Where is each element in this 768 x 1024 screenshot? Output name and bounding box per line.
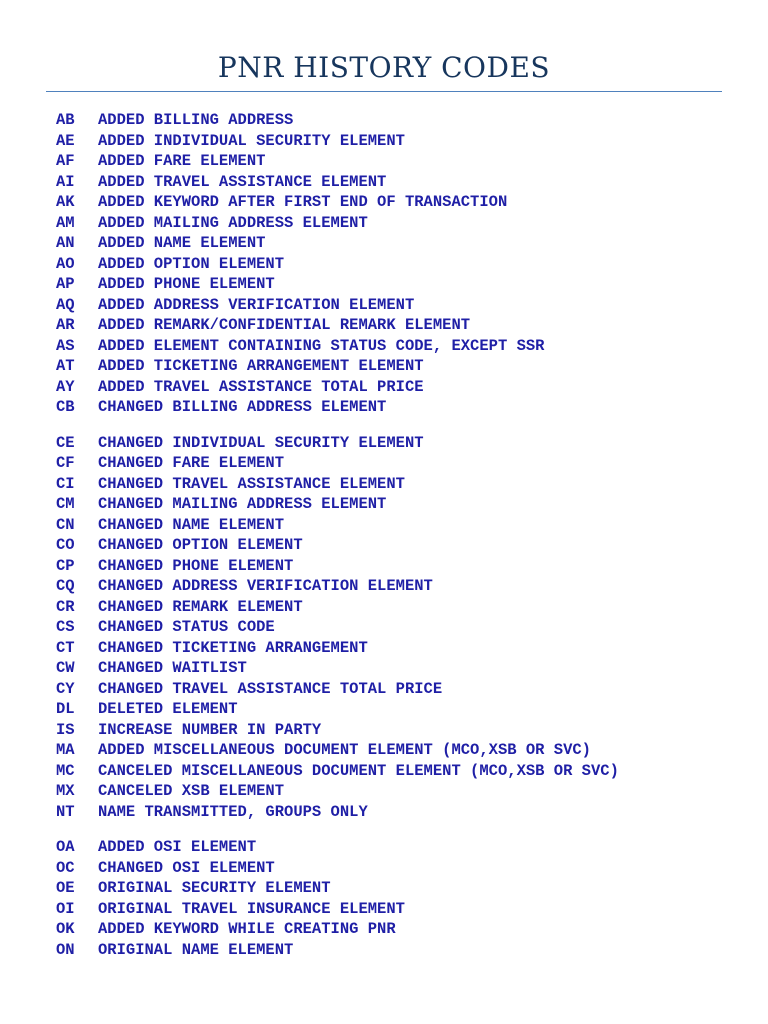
code-row xyxy=(56,151,736,172)
code-row xyxy=(56,761,736,782)
code-row xyxy=(56,720,736,741)
code-row xyxy=(56,679,736,700)
code-description: ADDED KEYWORD AFTER FIRST END OF TRANSACTION xyxy=(98,193,508,211)
history-code: CW xyxy=(56,659,75,677)
code-description: CHANGED NAME ELEMENT xyxy=(98,515,285,534)
code-description: ADDED TICKETING ARRANGEMENT ELEMENT xyxy=(98,357,424,375)
code-description: CHANGED BILLING ADDRESS ELEMENT xyxy=(98,398,387,416)
history-code: AE xyxy=(56,131,75,150)
history-code: MC xyxy=(56,761,75,780)
code-row xyxy=(56,919,736,940)
history-code: AS xyxy=(56,336,75,355)
code-description: CHANGED PHONE ELEMENT xyxy=(98,556,294,575)
history-code: CP xyxy=(56,556,75,575)
code-row xyxy=(56,576,736,597)
history-code: OA xyxy=(56,838,75,856)
code-row xyxy=(56,597,736,618)
code-description: ADDED FARE ELEMENT xyxy=(98,152,266,170)
history-code: AB xyxy=(56,111,75,129)
code-description: ORIGINAL TRAVEL INSURANCE ELEMENT xyxy=(98,899,405,918)
code-group xyxy=(56,837,736,960)
code-row xyxy=(56,213,736,234)
history-code: OI xyxy=(56,899,75,918)
history-code: AK xyxy=(56,193,75,211)
code-row xyxy=(56,453,736,474)
code-description: CHANGED WAITLIST xyxy=(98,659,247,677)
history-code: CE xyxy=(56,433,75,452)
history-code: MX xyxy=(56,782,75,800)
history-code: CS xyxy=(56,618,75,636)
history-code: CT xyxy=(56,638,75,657)
code-description: CHANGED TICKETING ARRANGEMENT xyxy=(98,638,368,657)
code-description: ADDED PHONE ELEMENT xyxy=(98,275,275,293)
history-code: OC xyxy=(56,858,75,877)
code-row xyxy=(56,254,736,275)
code-row xyxy=(56,397,736,418)
history-code: AN xyxy=(56,234,75,252)
code-description: CHANGED REMARK ELEMENT xyxy=(98,597,303,616)
code-row xyxy=(56,837,736,858)
history-code: AI xyxy=(56,172,75,191)
code-row xyxy=(56,535,736,556)
code-description: ADDED REMARK/CONFIDENTIAL REMARK ELEMENT xyxy=(98,316,471,334)
code-row xyxy=(56,658,736,679)
code-description: ADDED TRAVEL ASSISTANCE ELEMENT xyxy=(98,172,387,191)
code-row xyxy=(56,295,736,316)
code-row xyxy=(56,336,736,357)
code-description: CHANGED STATUS CODE xyxy=(98,618,275,636)
history-code: AP xyxy=(56,275,75,293)
code-description: DELETED ELEMENT xyxy=(98,700,238,718)
history-code: NT xyxy=(56,802,75,821)
code-row xyxy=(56,878,736,899)
code-row xyxy=(56,131,736,152)
code-row xyxy=(56,274,736,295)
code-description: ADDED ELEMENT CONTAINING STATUS CODE, EXCEPT SSR xyxy=(98,336,545,355)
code-description: ADDED ADDRESS VERIFICATION ELEMENT xyxy=(98,295,415,314)
code-row xyxy=(56,899,736,920)
code-group xyxy=(56,433,736,823)
code-description: ADDED MISCELLANEOUS DOCUMENT ELEMENT (MCO,XSB OR SVC) xyxy=(98,741,591,759)
history-code: CI xyxy=(56,474,75,493)
code-row xyxy=(56,802,736,823)
history-code: AF xyxy=(56,152,75,170)
code-description: CHANGED OPTION ELEMENT xyxy=(98,536,303,554)
history-code: CO xyxy=(56,536,75,554)
code-description: CHANGED OSI ELEMENT xyxy=(98,858,275,877)
code-row xyxy=(56,494,736,515)
page-title: PNR HISTORY CODES xyxy=(217,51,551,84)
code-description: CHANGED TRAVEL ASSISTANCE ELEMENT xyxy=(98,474,405,493)
code-row xyxy=(56,699,736,720)
code-description: ADDED OSI ELEMENT xyxy=(98,838,257,856)
code-row xyxy=(56,858,736,879)
history-code: CR xyxy=(56,597,75,616)
history-code: OK xyxy=(56,920,75,938)
code-row xyxy=(56,172,736,193)
code-description: ADDED BILLING ADDRESS xyxy=(98,111,294,129)
history-code: AM xyxy=(56,213,75,232)
code-description: ORIGINAL NAME ELEMENT xyxy=(98,940,294,959)
code-row xyxy=(56,617,736,638)
code-row xyxy=(56,110,736,131)
code-row xyxy=(56,315,736,336)
code-description: INCREASE NUMBER IN PARTY xyxy=(98,720,322,739)
code-description: ADDED MAILING ADDRESS ELEMENT xyxy=(98,213,368,232)
code-description: ADDED INDIVIDUAL SECURITY ELEMENT xyxy=(98,131,405,150)
code-row xyxy=(56,781,736,802)
code-description: CANCELED XSB ELEMENT xyxy=(98,782,285,800)
code-description: ADDED OPTION ELEMENT xyxy=(98,254,285,273)
history-code: ON xyxy=(56,940,75,959)
history-code: IS xyxy=(56,720,75,739)
code-row xyxy=(56,433,736,454)
code-description: CHANGED INDIVIDUAL SECURITY ELEMENT xyxy=(98,433,424,452)
history-code: AQ xyxy=(56,295,75,314)
code-row xyxy=(56,638,736,659)
history-code: MA xyxy=(56,741,75,759)
code-row xyxy=(56,356,736,377)
code-row xyxy=(56,192,736,213)
code-description: CANCELED MISCELLANEOUS DOCUMENT ELEMENT (MCO,XSB OR SVC) xyxy=(98,761,619,780)
history-code: CM xyxy=(56,495,75,513)
code-row xyxy=(56,940,736,961)
code-description: CHANGED TRAVEL ASSISTANCE TOTAL PRICE xyxy=(98,679,443,698)
history-code: AY xyxy=(56,377,75,396)
title-underline xyxy=(46,91,722,92)
code-row xyxy=(56,515,736,536)
history-code: AT xyxy=(56,357,75,375)
code-row xyxy=(56,556,736,577)
code-description: CHANGED MAILING ADDRESS ELEMENT xyxy=(98,495,387,513)
code-description: ORIGINAL SECURITY ELEMENT xyxy=(98,879,331,897)
history-code: CB xyxy=(56,398,75,416)
code-row xyxy=(56,474,736,495)
history-code: DL xyxy=(56,700,75,718)
history-code: AO xyxy=(56,254,75,273)
code-row xyxy=(56,740,736,761)
code-description: CHANGED FARE ELEMENT xyxy=(98,454,285,472)
code-description: ADDED KEYWORD WHILE CREATING PNR xyxy=(98,920,396,938)
code-description: NAME TRANSMITTED, GROUPS ONLY xyxy=(98,802,368,821)
history-code: CF xyxy=(56,454,75,472)
code-group xyxy=(56,110,736,418)
history-code: CN xyxy=(56,515,75,534)
history-code: CQ xyxy=(56,577,75,595)
code-row xyxy=(56,233,736,254)
history-codes-list xyxy=(56,110,736,960)
history-code: AR xyxy=(56,316,75,334)
code-row xyxy=(56,377,736,398)
history-code: OE xyxy=(56,879,75,897)
code-description: ADDED TRAVEL ASSISTANCE TOTAL PRICE xyxy=(98,377,424,396)
code-description: ADDED NAME ELEMENT xyxy=(98,234,266,252)
code-description: CHANGED ADDRESS VERIFICATION ELEMENT xyxy=(98,577,433,595)
history-code: CY xyxy=(56,679,75,698)
